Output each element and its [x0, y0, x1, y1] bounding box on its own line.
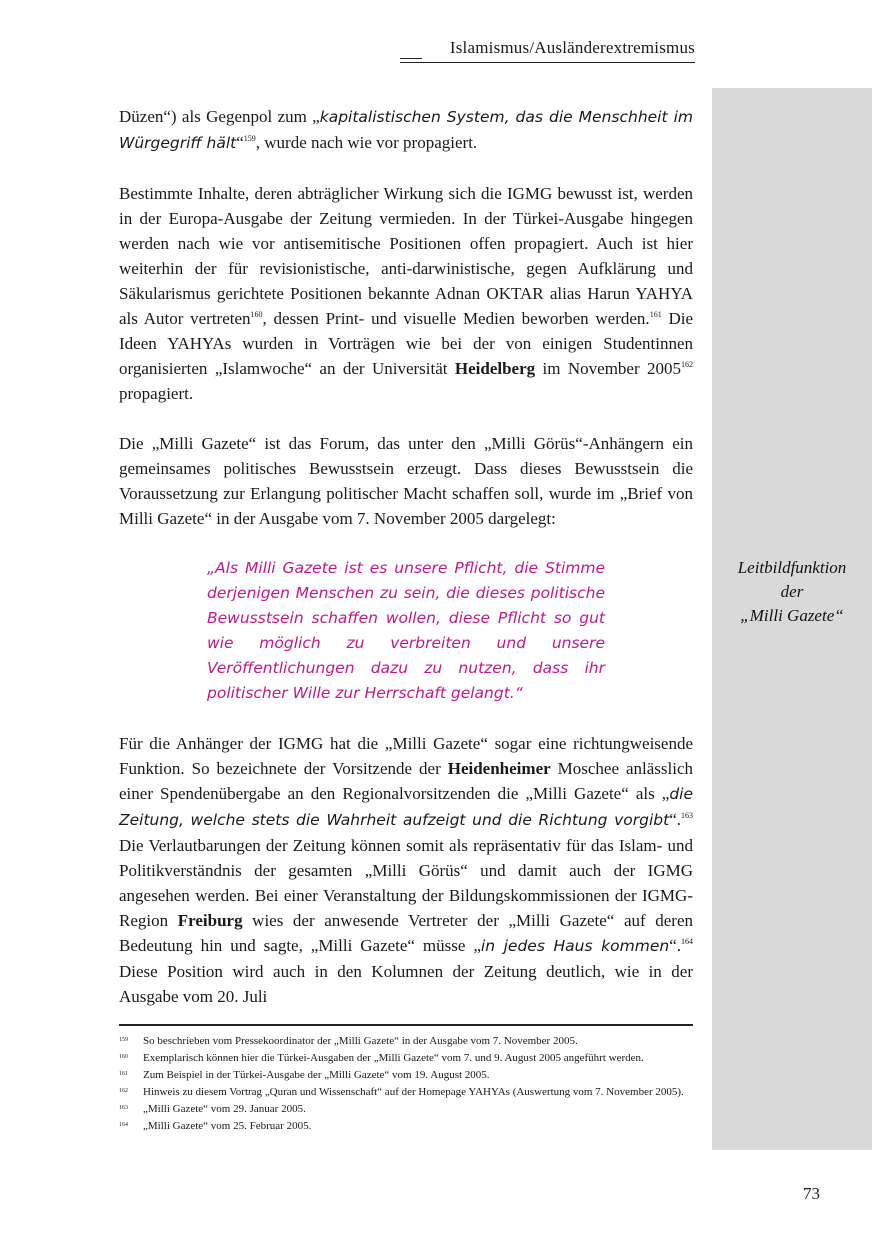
footnote-number: 160: [119, 1054, 128, 1060]
text-run: “.: [669, 810, 681, 829]
footnote-number: 161: [119, 1071, 128, 1077]
paragraph-1: [119, 104, 693, 156]
footnote: [119, 1118, 693, 1135]
text-run: Düzen“) als Gegenpol zum „: [119, 107, 320, 126]
footnote-ref: 159: [243, 134, 256, 143]
footnotes: [119, 1033, 693, 1135]
quoted-phrase: in jedes Haus kommen: [480, 937, 670, 955]
margin-note: [712, 556, 872, 628]
footnote: [119, 1101, 693, 1118]
text-run: , wurde nach wie vor propagiert.: [255, 133, 478, 152]
footnote-text: So beschrieben vom Pressekoordinator der „Milli Gazete“ in der Ausgabe vom 7. November 2005.: [143, 1035, 578, 1047]
footnote-number: 163: [119, 1105, 128, 1111]
footnote: [119, 1033, 693, 1050]
text-run: Diese Position wird auch in den Kolumnen der Zeitung deutlich, wie in der Ausgabe vom 20. Juli: [119, 962, 693, 1006]
running-title: Islamismus/Ausländerextremismus: [449, 38, 695, 57]
paragraph-3: [119, 431, 693, 531]
footnote-ref: 163: [681, 811, 693, 820]
quoted-phrase: die Zeitung, welche stets die Wahrheit aufzeigt und die Richtung vorgibt: [119, 785, 693, 829]
footnote-ref: 162: [681, 360, 694, 369]
footnote-number: 159: [119, 1037, 128, 1043]
place-name: Freiburg: [177, 911, 243, 930]
footnote-number: 164: [119, 1122, 128, 1128]
header-rule: [400, 58, 422, 59]
body-text: [119, 104, 693, 1034]
text-run: Moschee anlässlich einer Spendenübergabe an den Regionalvorsitzenden die „Milli Gazete“ als „: [119, 759, 694, 803]
footnote: [119, 1067, 693, 1084]
margin-note-line: der: [780, 582, 804, 601]
paragraph-4: [119, 731, 693, 1009]
footnote-text: „Milli Gazete“ vom 25. Februar 2005.: [143, 1120, 312, 1132]
footnote-text: Exemplarisch können hier die Türkei-Ausgaben der „Milli Gazete“ vom 7. und 9. August 2005 angeführt werden.: [143, 1052, 644, 1064]
text-run: wies der anwesende Vertreter der „Milli Gazete“ auf deren Bedeutung hin und sagte, „Milli Gazete“ müsse „: [119, 911, 694, 955]
footnote-ref: 161: [649, 310, 662, 319]
text-run: , dessen Print- und visuelle Medien beworben werden.: [262, 309, 650, 328]
paragraph-2: [119, 181, 693, 406]
footnote: [119, 1050, 693, 1067]
quoted-phrase: kapitalistischen System, das die Menschheit im Würgegriff hält: [119, 108, 693, 152]
text-run: Die Ideen YAHYAs wurden in Vorträgen wie bei der von einigen Studentinnen organisierten „Islamwoche“ an der Universität: [119, 309, 693, 378]
footnote-number: 162: [119, 1088, 128, 1094]
block-quote: „Als Milli Gazete ist es unsere Pflicht, die Stimme derjenigen Menschen zu sein, die dieses politische Bewusstsein schaffen wollen, diese Pflicht so gut wie möglich zu verbreiten und unsere Veröffentlichungen dazu zu nutzen, dass ihr politischer Wille zur Herrschaft gelangt.“: [207, 559, 605, 702]
footnote-text: Zum Beispiel in der Türkei-Ausgabe der „Milli Gazete“ vom 19. August 2005.: [143, 1069, 490, 1081]
text-run: “: [236, 133, 244, 152]
footnote-rule: [119, 1024, 693, 1026]
footnote-ref: 164: [681, 937, 693, 946]
text-run: Die „Milli Gazete“ ist das Forum, das unter den „Milli Görüs“-Anhängern ein gemeinsames politisches Bewusstsein erzeugt. Dass dieses Bewusstsein die Voraussetzung zur Erlangung politischer Macht schaffen soll, wurde im „Brief von Milli Gazete“ in der Ausgabe vom 7. November 2005 dargelegt:: [119, 434, 693, 528]
running-header: [400, 38, 695, 63]
text-run: Bestimmte Inhalte, deren abträglicher Wirkung sich die IGMG bewusst ist, werden in der Europa-Ausgabe der Zeitung vermieden. In der Türkei-Ausgabe hingegen werden nach wie vor antisemitische Positionen offen propagiert. Auch ist hier weiterhin der für revisionistische, anti-darwinistische, gegen Aufklärung und Säkularismus gerichtete Positionen bekannte Adnan OKTAR alias Harun YAHYA als Autor vertreten: [119, 184, 693, 328]
text-run: “.: [669, 936, 681, 955]
text-run: Die Verlautbarungen der Zeitung können somit als repräsentativ für das Islam- und Politikverständnis der gesamten „Milli Görüs“ und damit auch der IGMG angesehen werden. Bei einer Veranstaltung der Bildungskommissionen der IGMG-Region: [119, 836, 693, 930]
footnote-text: „Milli Gazete“ vom 29. Januar 2005.: [143, 1103, 306, 1115]
text-run: propagiert.: [119, 384, 194, 403]
margin-note-line: „Milli Gazete“: [740, 606, 844, 625]
text-run: Für die Anhänger der IGMG hat die „Milli Gazete“ sogar eine richtungweisende Funktion. So bezeichnete der Vorsitzende der: [119, 734, 693, 778]
footnote-text: Hinweis zu diesem Vortrag „Quran und Wissenschaft“ auf der Homepage YAHYAs (Auswertung vom 7. November 2005).: [143, 1086, 684, 1098]
text-run: im November 2005: [535, 359, 682, 378]
place-name: Heidenheimer: [447, 759, 551, 778]
page-number: 73: [803, 1184, 820, 1203]
footnote-ref: 160: [250, 310, 263, 319]
place-name: Heidelberg: [454, 359, 536, 378]
margin-note-line: Leitbildfunktion: [737, 558, 847, 577]
footnote: [119, 1084, 693, 1101]
